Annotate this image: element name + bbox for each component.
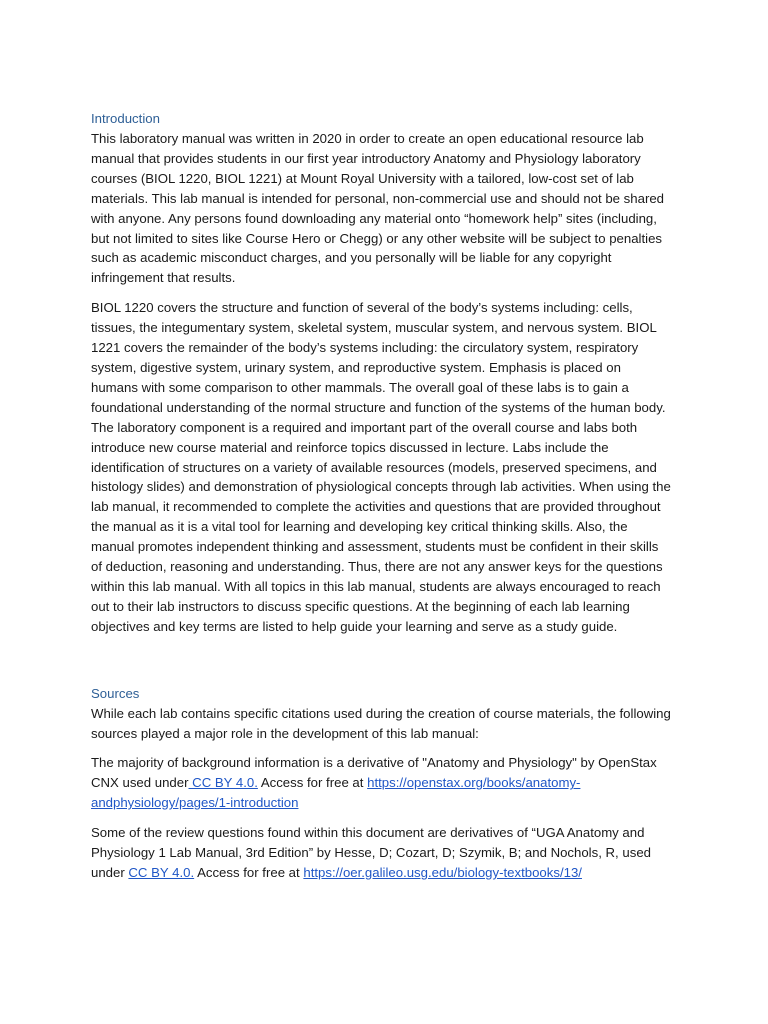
access-text: Access for free at: [257, 775, 368, 791]
document-page: [91, 109, 671, 893]
sources-heading: Sources: [91, 685, 140, 701]
sources-paragraph-3-text: Some of the review questions found within this document are derivatives of “UGA Anatomy and Physiology 1 Lab Manual, 3rd Edition” by Hesse, D; Cozart, D; Szymik, B; and Nochols, R, used under: [91, 825, 651, 880]
openstax-url-link[interactable]: https://openstax.org/books/anatomy-andphysiology/pages/1-introduction: [91, 775, 581, 811]
sources-paragraph-2-text: The majority of background information is a derivative of "Anatomy and Physiology" by OpenStax CNX used under: [91, 755, 657, 791]
cc-by-license-link-2[interactable]: CC BY 4.0.: [128, 865, 195, 880]
cc-by-license-link[interactable]: CC BY 4.0.: [188, 775, 258, 791]
introduction-heading: Introduction: [91, 111, 160, 126]
introduction-paragraph-1: This laboratory manual was written in 2020 in order to create an open educational resource lab manual that provides students in our first year introductory Anatomy and Physiology laboratory courses (BIOL 1220, BIOL 1221) at Mount Royal University with a tailored, low-cost set of lab materials. This lab manual is intended for personal, non-commercial use and should not be shared with anyone. Any persons found downloading any material onto “homework help” sites (including, but not limited to sites like Course Hero or Chegg) or any other website will be subject to penalties such as academic misconduct charges, and you personally will be liable for any copyright infringement that results.: [91, 131, 664, 286]
galileo-url-link[interactable]: https://oer.galileo.usg.edu/biology-textbooks/13/: [303, 865, 582, 880]
section-spacer: [91, 647, 671, 684]
sources-paragraph-2: [91, 753, 671, 813]
sources-paragraph-3: [91, 823, 671, 883]
sources-paragraph-1: While each lab contains specific citations used during the creation of course materials, the following sources played a major role in the development of this lab manual:: [91, 705, 671, 741]
introduction-paragraph-2: BIOL 1220 covers the structure and function of several of the body’s systems including: cells, tissues, the integumentary system, skeletal system, muscular system, and nervous system. BIOL 1221 covers the remainder of the body’s systems including: the circulatory system, respiratory system, digestive system, urinary system, and reproductive system. Emphasis is placed on humans with some comparison to other mammals. The overall goal of these labs is to gain a foundational understanding of the normal structure and function of the systems of the human body. The laboratory component is a required and important part of the overall course and labs both introduce new course material and reinforce topics discussed in lecture. Labs include the identification of structures on a variety of available resources (models, preserved specimens, and histology slides) and demonstration of physiological concepts through lab activities. When using the lab manual, it recommended to complete the activities and questions that are provided throughout the manual as it is a vital tool for learning and developing key critical thinking skills. Also, the manual promotes independent thinking and assessment, students must be confident in their skills of deduction, reasoning and understanding. Thus, there are not any answer keys for the questions within this lab manual. With all topics in this lab manual, students are always encouraged to reach out to their lab instructors to discuss specific questions. At the beginning of each lab learning objectives and key terms are listed to help guide your learning and serve as a study guide.: [91, 300, 671, 634]
access-text-2: Access for free at: [194, 865, 304, 880]
